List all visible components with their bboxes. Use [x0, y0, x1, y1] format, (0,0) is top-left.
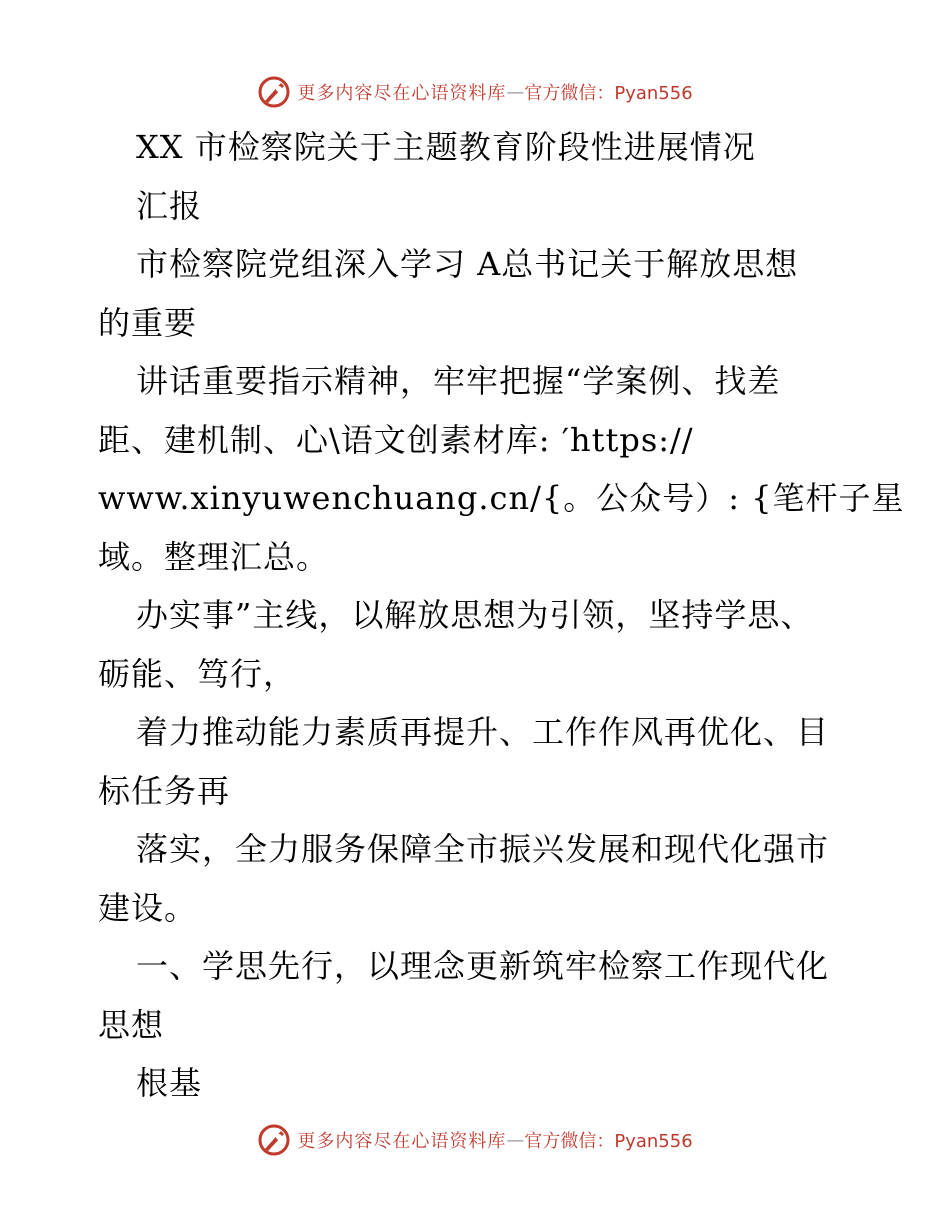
- quill-logo-icon: [257, 75, 291, 109]
- watermark-banner-bottom: [0, 1120, 950, 1160]
- text-line: 办实事”主线，以解放思想为引领，坚持学思、: [136, 596, 814, 634]
- text-line: 建设。: [98, 888, 198, 927]
- text-line: 域。整理汇总。: [98, 537, 330, 576]
- watermark-wechat: 官方微信：Pyan556: [524, 1131, 693, 1152]
- text-line: 落实，全力服务保障全市振兴发展和现代化强市: [136, 830, 830, 868]
- watermark-text: 更多内容尽在心语资料库: [297, 1131, 507, 1152]
- watermark-banner-top: [0, 72, 950, 112]
- text-line: 标任务再: [98, 771, 231, 810]
- watermark-dash: —: [506, 1129, 525, 1151]
- text-line: 根基: [136, 1064, 203, 1102]
- text-line: 的重要: [98, 303, 198, 342]
- text-line: 着力推动能力素质再提升、工作作风再优化、目: [136, 713, 830, 751]
- watermark-text: 更多内容尽在心语资料库: [297, 83, 507, 104]
- text-line: 砺能、笃行，: [98, 654, 297, 693]
- text-line: www.xinyuwenchuang.cn/{。公众号）: {笔杆子星: [98, 479, 905, 517]
- watermark-dash: —: [506, 81, 525, 103]
- text-line: 思想: [98, 1005, 165, 1044]
- text-line: 讲话重要指示精神，牢牢把握“学案例、找差: [136, 362, 781, 400]
- text-line: 市检察院党组深入学习 A总书记关于解放思想: [136, 245, 799, 283]
- text-line: 一、学思先行，以理念更新筑牢检察工作现代化: [136, 947, 830, 985]
- text-line: 汇报: [136, 186, 203, 225]
- document-body: [98, 118, 905, 1113]
- watermark-wechat: 官方微信：Pyan556: [524, 83, 693, 104]
- text-line: XX 市检察院关于主题教育阶段性进展情况: [136, 128, 756, 166]
- quill-logo-icon: [257, 1123, 291, 1157]
- text-line: 距、建机制、心\语文创素材库: ′https://: [98, 420, 694, 459]
